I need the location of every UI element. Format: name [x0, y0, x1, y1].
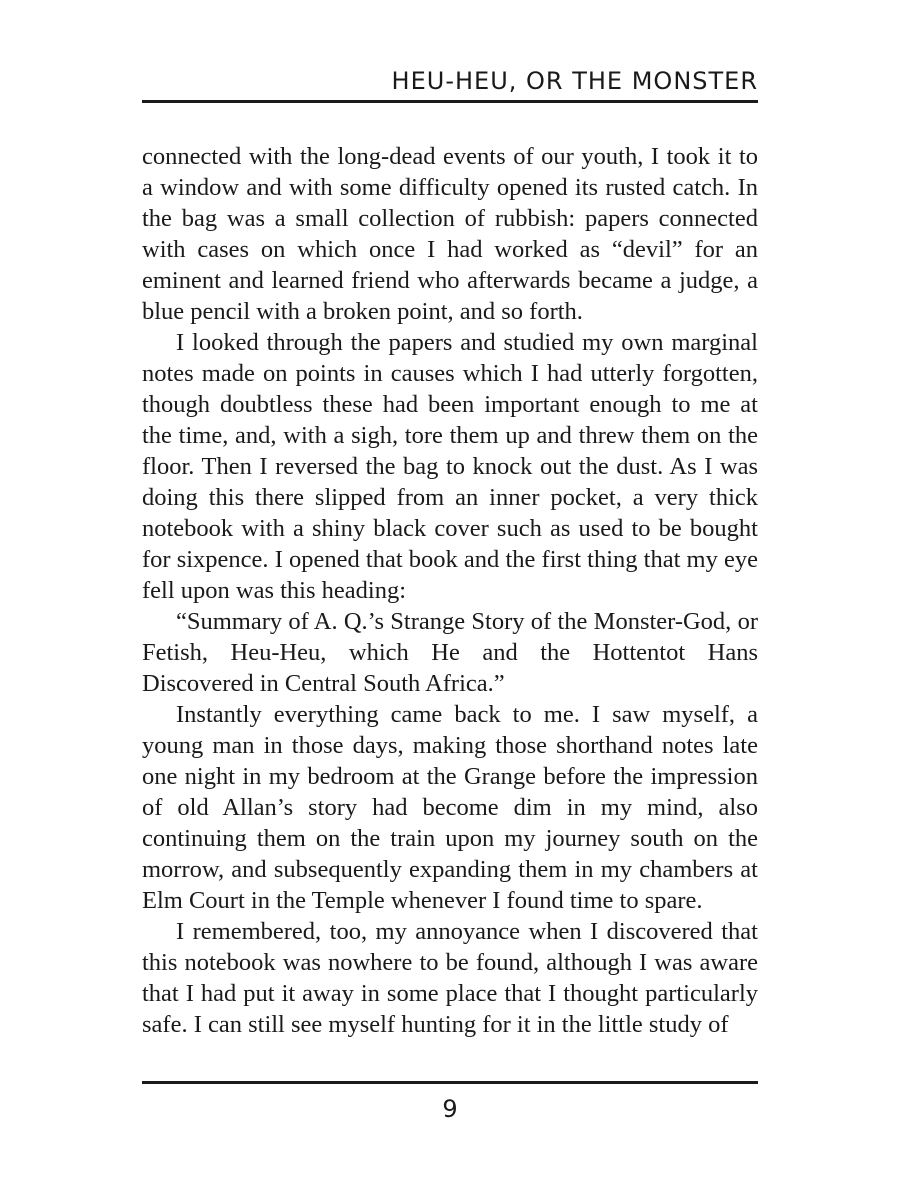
paragraph-continued: connected with the long-dead events of our youth, I took it to a window and with some difficulty opened its rusted catch. In the bag was a small collection of rubbish: papers connected with cases on which once I had worked as “devil” for an eminent and learned friend who afterwards became a judge, a blue pencil with a broken point, and so forth.	[142, 143, 758, 325]
header-rule	[142, 100, 758, 103]
paragraph: I remembered, too, my annoyance when I discovered that this notebook was nowhere to be found, although I was aware that I had put it away in some place that I thought particularly safe. I can still see myself hunting for it in the little study of	[142, 918, 758, 1038]
paragraph-quoted-heading: “Summary of A. Q.’s Strange Story of the Monster-God, or Fetish, Heu-Heu, which He and the Hottentot Hans Discovered in Central South Africa.”	[142, 608, 758, 697]
paragraph: I looked through the papers and studied my own marginal notes made on points in causes which I had utterly forgotten, though doubtless these had been important enough to me at the time, and, with a sigh, tore them up and threw them on the floor. Then I reversed the bag to knock out the dust. As I was doing this there slipped from an inner pocket, a very thick notebook with a shiny black cover such as used to be bought for sixpence. I opened that book and the first thing that my eye fell upon was this heading:	[142, 329, 758, 604]
footer-rule	[142, 1081, 758, 1084]
paragraph: Instantly everything came back to me. I saw myself, a young man in those days, making those shorthand notes late one night in my bedroom at the Grange before the impression of old Allan’s story had become dim in my mind, also continuing them on the train upon my journey south on the morrow, and subsequently expanding them in my chambers at Elm Court in the Temple whenever I found time to spare.	[142, 701, 758, 914]
page-number: 9	[442, 1095, 458, 1123]
running-head-title: HEU-HEU, OR THE MONSTER	[391, 67, 758, 95]
body-text	[142, 141, 758, 1040]
